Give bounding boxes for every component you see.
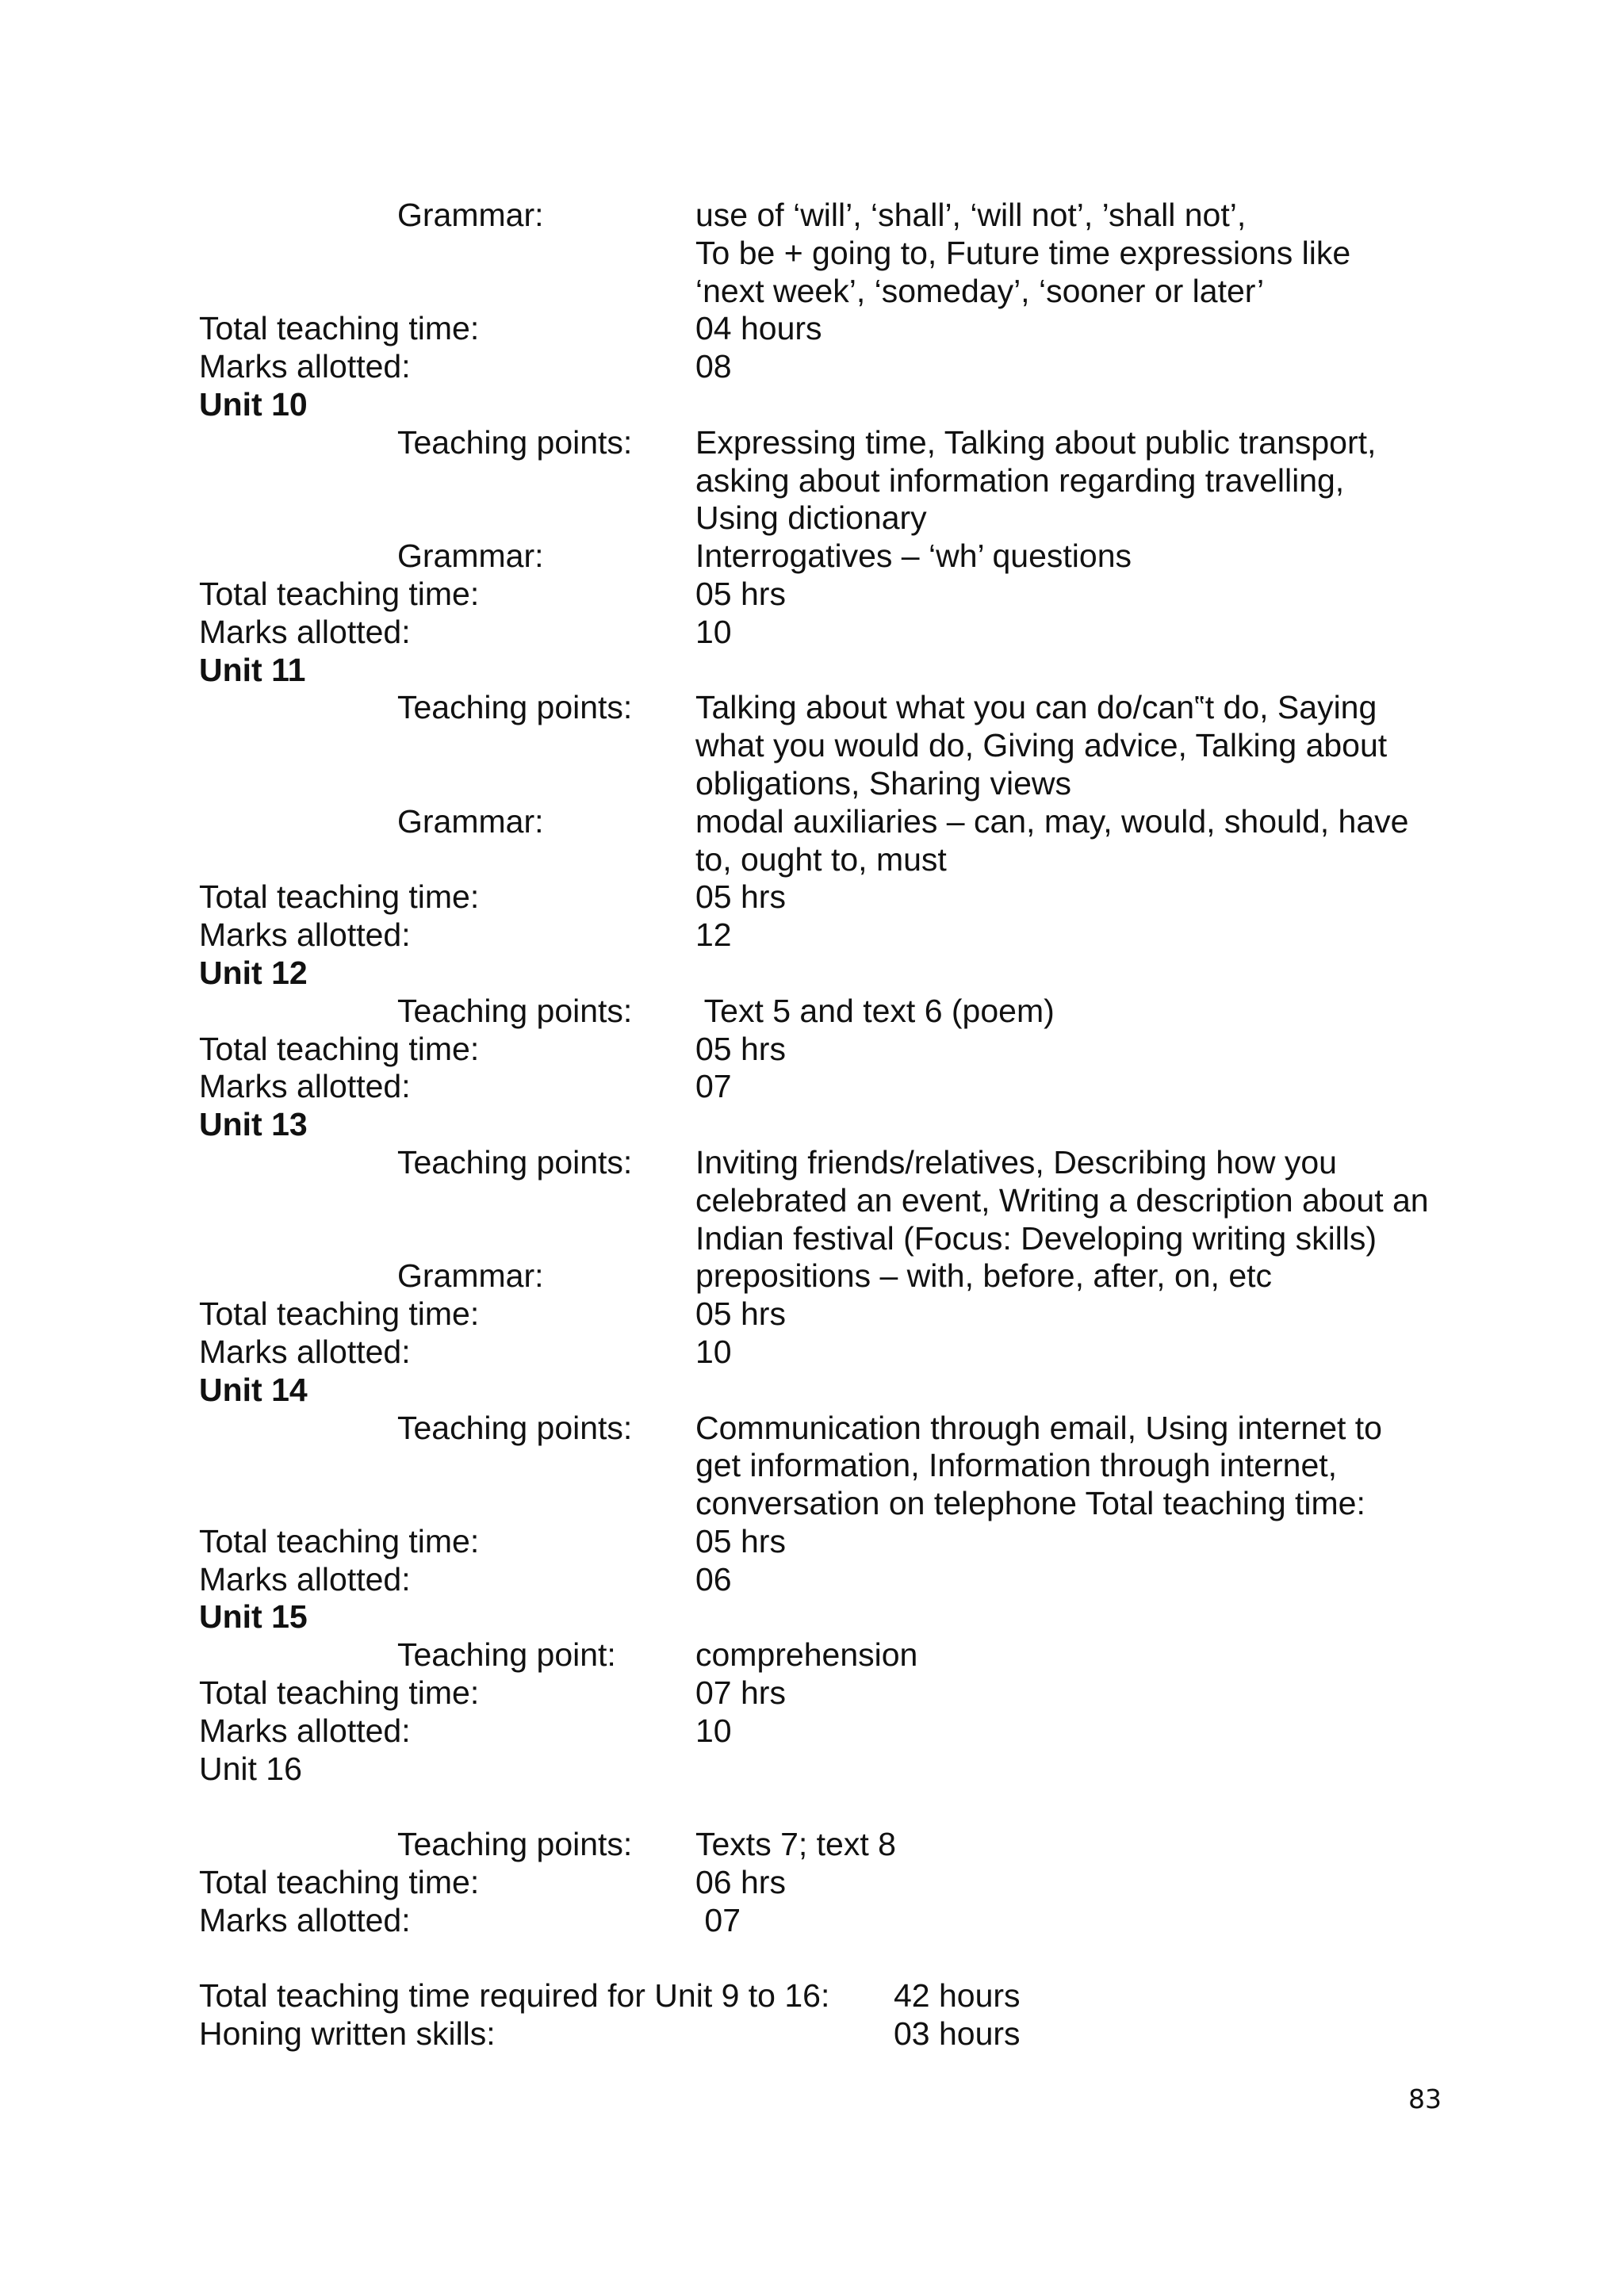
total-required-label: Total teaching time required for Unit 9 to 16: xyxy=(199,1977,830,2015)
grammar-line: Interrogatives – ‘wh’ questions xyxy=(695,538,1132,575)
unit-10-section xyxy=(199,386,1468,652)
teaching-time-row xyxy=(199,1864,1468,1902)
marks-label: Marks allotted: xyxy=(199,1068,411,1105)
teaching-time-value: 05 hrs xyxy=(695,878,786,916)
grammar-label: Grammar: xyxy=(397,197,544,233)
teaching-points-label: Teaching points: xyxy=(397,689,633,726)
marks-row xyxy=(199,1902,1468,1940)
teaching-points-row xyxy=(199,993,1468,1031)
teaching-points-row xyxy=(199,689,1468,802)
marks-value: 12 xyxy=(695,916,732,954)
grammar-line: ‘next week’, ‘someday’, ‘sooner or later’ xyxy=(695,272,1265,309)
teaching-points-line: Communication through email, Using internet to xyxy=(695,1409,1382,1446)
teaching-points-label: Teaching points: xyxy=(397,1143,633,1181)
teaching-points-row xyxy=(199,1144,1468,1257)
unit-heading: Unit 14 xyxy=(199,1371,308,1408)
grammar-line: To be + going to, Future time expressions like xyxy=(695,234,1351,271)
teaching-points-label: Teaching points: xyxy=(397,423,633,461)
marks-row xyxy=(199,348,1468,386)
page-number: 83 xyxy=(1408,2084,1442,2114)
unit-14-section xyxy=(199,1372,1468,1599)
teaching-time-row xyxy=(199,1674,1468,1712)
totals-section xyxy=(199,1977,1468,2053)
teaching-points-value xyxy=(695,689,1468,802)
teaching-points-line: Using dictionary xyxy=(695,499,927,537)
marks-value: 07 xyxy=(695,1901,741,1938)
grammar-label: Grammar: xyxy=(397,538,544,575)
teaching-points-row xyxy=(199,1410,1468,1523)
grammar-value xyxy=(695,803,1468,879)
grammar-label: Grammar: xyxy=(397,1257,544,1295)
teaching-points-row xyxy=(199,1826,1468,1864)
teaching-points-line: get information, Information through internet, xyxy=(695,1447,1338,1484)
teaching-points-line: obligations, Sharing views xyxy=(695,764,1072,802)
teaching-points-line: what you would do, Giving advice, Talking about xyxy=(695,727,1388,764)
teaching-points-line: asking about information regarding travelling, xyxy=(695,461,1345,499)
teaching-points-value xyxy=(695,1410,1468,1523)
grammar-row xyxy=(199,538,1468,576)
teaching-time-label: Total teaching time: xyxy=(199,310,480,347)
unit-12-section xyxy=(199,955,1468,1106)
teaching-points-label: Teaching point: xyxy=(397,1636,616,1674)
teaching-points-line: Text 5 and text 6 (poem) xyxy=(695,992,1055,1029)
teaching-time-row xyxy=(199,310,1468,348)
teaching-points-value xyxy=(695,1636,1468,1674)
teaching-points-line: celebrated an event, Writing a description about an xyxy=(695,1181,1429,1219)
teaching-time-value: 07 hrs xyxy=(695,1674,786,1712)
grammar-value xyxy=(695,538,1468,576)
marks-label: Marks allotted: xyxy=(199,1712,411,1749)
unit-heading: Unit 10 xyxy=(199,385,308,423)
teaching-time-label: Total teaching time: xyxy=(199,575,480,612)
teaching-points-line: Indian festival (Focus: Developing writing skills) xyxy=(695,1219,1377,1257)
teaching-time-label: Total teaching time: xyxy=(199,1674,480,1712)
marks-row xyxy=(199,1561,1468,1599)
teaching-points-value xyxy=(695,1144,1468,1257)
teaching-time-row xyxy=(199,576,1468,614)
unit-9-section xyxy=(199,197,1468,386)
teaching-time-value: 04 hours xyxy=(695,310,822,347)
honing-value: 03 hours xyxy=(894,2015,1021,2053)
teaching-time-label: Total teaching time: xyxy=(199,1030,480,1067)
grammar-line: prepositions – with, before, after, on, etc xyxy=(695,1257,1273,1295)
teaching-time-value: 05 hrs xyxy=(695,1522,786,1559)
marks-row xyxy=(199,916,1468,955)
teaching-time-row xyxy=(199,1295,1468,1334)
grammar-value xyxy=(695,197,1468,310)
marks-row xyxy=(199,614,1468,652)
teaching-points-line: conversation on telephone Total teaching time: xyxy=(695,1485,1365,1522)
unit-heading: Unit 13 xyxy=(199,1106,308,1143)
marks-value: 07 xyxy=(695,1068,732,1105)
teaching-time-row xyxy=(199,1523,1468,1561)
unit-16-section xyxy=(199,1751,1468,1940)
marks-row xyxy=(199,1068,1468,1106)
teaching-time-row xyxy=(199,878,1468,916)
honing-label: Honing written skills: xyxy=(199,2015,496,2053)
teaching-time-label: Total teaching time: xyxy=(199,1864,480,1901)
teaching-points-line: Texts 7; text 8 xyxy=(695,1826,896,1863)
marks-row xyxy=(199,1334,1468,1372)
total-required-row xyxy=(199,1977,1468,2015)
grammar-value xyxy=(695,1257,1468,1295)
grammar-row xyxy=(199,197,1468,310)
unit-15-section xyxy=(199,1598,1468,1750)
teaching-time-value: 05 hrs xyxy=(695,575,786,612)
teaching-points-value xyxy=(695,1826,1468,1864)
teaching-points-line: Talking about what you can do/can‟t do, Saying xyxy=(695,689,1377,726)
marks-value: 10 xyxy=(695,613,732,650)
teaching-time-label: Total teaching time: xyxy=(199,878,480,916)
teaching-points-value xyxy=(695,993,1468,1031)
marks-value: 06 xyxy=(695,1560,732,1598)
total-required-value: 42 hours xyxy=(894,1977,1021,2015)
marks-row xyxy=(199,1712,1468,1751)
teaching-time-value: 05 hrs xyxy=(695,1295,786,1333)
marks-label: Marks allotted: xyxy=(199,348,411,385)
teaching-points-label: Teaching points: xyxy=(397,992,633,1029)
grammar-row xyxy=(199,803,1468,879)
teaching-time-value: 06 hrs xyxy=(695,1864,786,1901)
teaching-time-value: 05 hrs xyxy=(695,1030,786,1067)
marks-label: Marks allotted: xyxy=(199,1901,411,1938)
unit-heading: Unit 15 xyxy=(199,1598,308,1636)
teaching-points-label: Teaching points: xyxy=(397,1409,633,1446)
unit-11-section xyxy=(199,652,1468,955)
teaching-time-label: Total teaching time: xyxy=(199,1522,480,1559)
teaching-points-line: Expressing time, Talking about public transport, xyxy=(695,423,1377,461)
marks-label: Marks allotted: xyxy=(199,1333,411,1370)
grammar-line: to, ought to, must xyxy=(695,840,947,878)
teaching-time-label: Total teaching time: xyxy=(199,1295,480,1333)
teaching-points-row xyxy=(199,1636,1468,1674)
marks-value: 08 xyxy=(695,348,732,385)
syllabus-content xyxy=(199,197,1468,2053)
teaching-points-label: Teaching points: xyxy=(397,1826,633,1863)
marks-label: Marks allotted: xyxy=(199,916,411,954)
grammar-label: Grammar: xyxy=(397,802,544,840)
unit-heading: Unit 11 xyxy=(199,651,306,688)
grammar-line: use of ‘will’, ‘shall’, ‘will not’, ’shall not’, xyxy=(695,197,1247,233)
grammar-row xyxy=(199,1257,1468,1295)
marks-label: Marks allotted: xyxy=(199,1560,411,1598)
honing-row xyxy=(199,2015,1468,2053)
marks-value: 10 xyxy=(695,1333,732,1370)
grammar-line: modal auxiliaries – can, may, would, should, have xyxy=(695,802,1409,840)
teaching-points-row xyxy=(199,424,1468,538)
marks-value: 10 xyxy=(695,1712,732,1749)
marks-label: Marks allotted: xyxy=(199,613,411,650)
teaching-points-line: comprehension xyxy=(695,1636,918,1674)
unit-13-section xyxy=(199,1106,1468,1372)
unit-heading: Unit 16 xyxy=(199,1750,302,1787)
spacer xyxy=(199,1788,1468,1826)
teaching-points-line: Inviting friends/relatives, Describing how you xyxy=(695,1143,1337,1181)
teaching-time-row xyxy=(199,1031,1468,1069)
teaching-points-value xyxy=(695,424,1468,538)
unit-heading: Unit 12 xyxy=(199,954,308,991)
